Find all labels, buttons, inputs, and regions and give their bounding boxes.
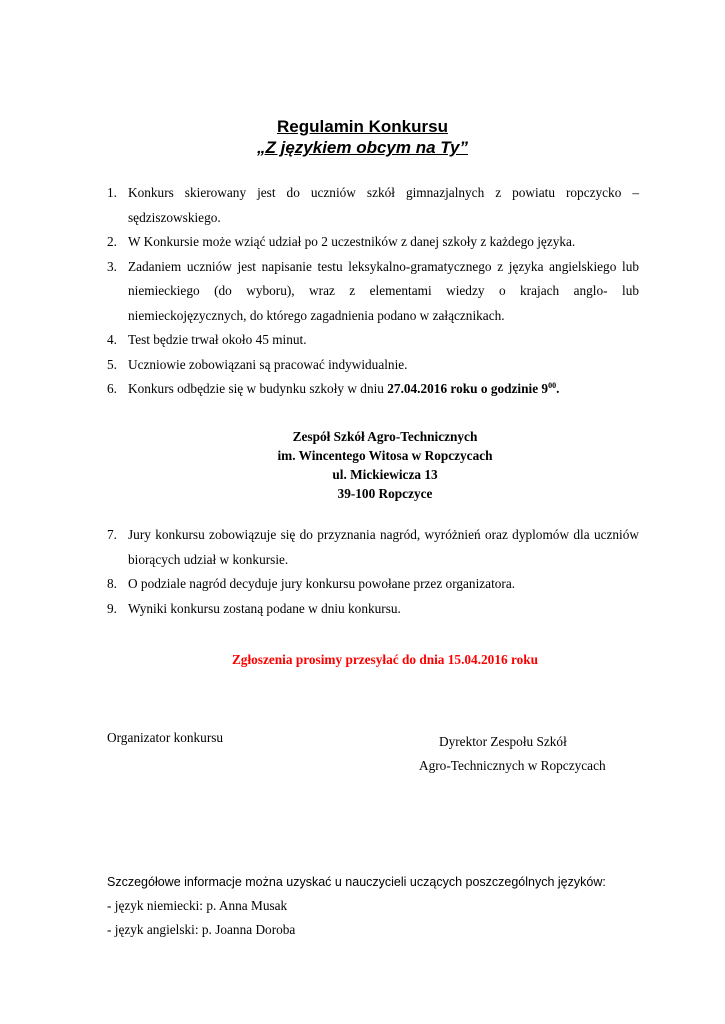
rule-item: [107, 572, 639, 597]
rule-number: 6.: [107, 381, 117, 396]
rule-number: 3.: [107, 258, 117, 274]
info-german-teacher: - język niemiecki: p. Anna Musak: [107, 898, 288, 913]
director-title: Dyrektor Zespołu Szkół: [439, 734, 567, 749]
rule-item: [107, 328, 639, 353]
rules-list-part1: [107, 181, 639, 402]
rule-text: Zadaniem uczniów jest napisanie testu leksykalno-gramatycznego z języka angielskiego lub niemieckiego (do wyboru), wraz z elementami wiedzy o krajach anglo- lub niemieckojęzycznych, do którego zagadnienia podano w załącznikach.: [128, 258, 639, 323]
rule-item: [107, 181, 639, 230]
school-address: [0, 427, 725, 503]
rule-text: Uczniowie zobowiązani są pracować indywidualnie.: [128, 356, 408, 372]
rule-text: Jury konkursu zobowiązuje się do przyznania nagród, wyróżnień oraz dyplomów dla uczniów biorących udział w konkursie.: [128, 527, 639, 567]
rule-item: [107, 597, 639, 622]
rule-item: [107, 523, 639, 572]
rule-text: Wyniki konkursu zostaną podane w dniu konkursu.: [128, 600, 401, 616]
rule-number: 8.: [107, 576, 117, 591]
rule-text: Konkurs skierowany jest do uczniów szkół gimnazjalnych z powiatu ropczycko – sędziszowskiego.: [128, 185, 639, 225]
rule-number: 5.: [107, 356, 117, 372]
rule-number: 2.: [107, 234, 117, 249]
contact-info: [107, 870, 606, 942]
school-patron: im. Wincentego Witosa w Ropczycach: [277, 448, 493, 463]
rule-text: W Konkursie może wziąć udział po 2 uczestników z danej szkoły z każdego języka.: [128, 234, 576, 249]
info-intro: Szczegółowe informacje można uzyskać u nauczycieli uczących poszczególnych języków:: [107, 875, 606, 889]
submission-deadline-notice: Zgłoszenia prosimy przesyłać do dnia 15.04.2016 roku: [231, 652, 539, 667]
rule-end-period: .: [556, 381, 560, 396]
rules-list-part2: [107, 523, 639, 621]
rule-text: Konkurs odbędzie się w budynku szkoły w dniu: [128, 381, 388, 396]
info-english-teacher: - język angielski: p. Joanna Doroba: [107, 922, 296, 937]
event-time-minutes: 00: [548, 381, 557, 390]
event-date-time: 27.04.2016 roku o godzinie 9: [387, 381, 549, 396]
rule-item: [107, 255, 639, 329]
document-subtitle: „Z językiem obcym na Ty”: [257, 138, 468, 157]
rule-text: Test będzie trwał około 45 minut.: [128, 332, 307, 347]
school-street: ul. Mickiewicza 13: [332, 467, 438, 482]
school-city: 39-100 Ropczyce: [337, 486, 433, 501]
director-school: Agro-Technicznych w Ropczycach: [419, 758, 606, 773]
rule-item: [107, 377, 639, 402]
signature-organizer: Organizator konkursu: [107, 730, 224, 745]
document-title: Regulamin Konkursu: [277, 117, 448, 136]
rule-item: [107, 230, 639, 255]
signature-director: [419, 730, 606, 778]
school-name: Zespół Szkół Agro-Technicznych: [292, 429, 478, 444]
rule-number: 4.: [107, 332, 117, 347]
rule-number: 9.: [107, 600, 117, 616]
rule-item: [107, 353, 639, 378]
rule-number: 7.: [107, 527, 117, 542]
rule-text: O podziale nagród decyduje jury konkursu powołane przez organizatora.: [128, 576, 516, 591]
rule-number: 1.: [107, 185, 117, 200]
